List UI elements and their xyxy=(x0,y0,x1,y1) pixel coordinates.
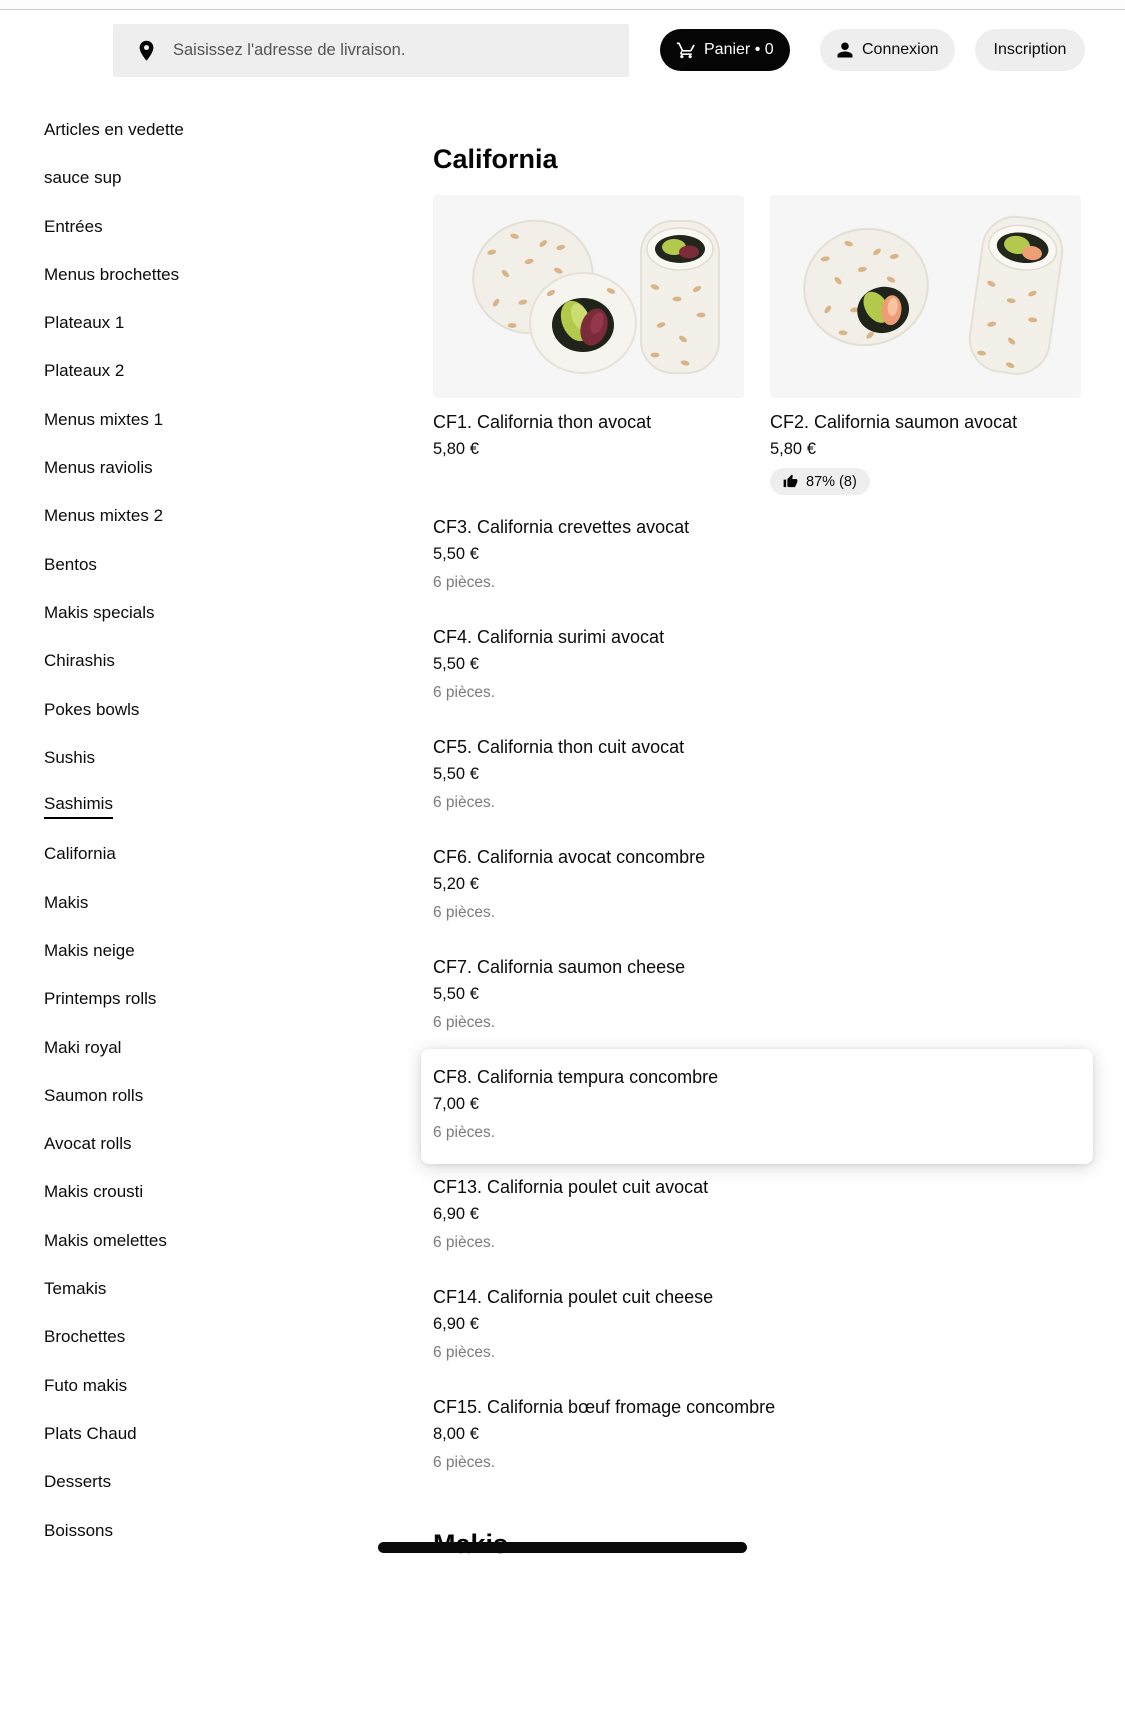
sidebar-category-label[interactable]: Brochettes xyxy=(44,1327,126,1347)
scrollbar-thumb[interactable] xyxy=(378,1542,747,1553)
sidebar-category-label[interactable]: California xyxy=(44,844,116,864)
menu-item-desc: 6 pièces. xyxy=(433,1014,496,1031)
sidebar-category-label[interactable]: Sushis xyxy=(44,747,96,767)
menu-item-price: 5,50 € xyxy=(433,765,479,783)
sidebar-category-label[interactable]: Desserts xyxy=(44,1472,112,1492)
sidebar-category-item[interactable] xyxy=(44,637,394,685)
delivery-address-field[interactable] xyxy=(113,24,629,77)
sidebar-category-label[interactable]: Sashimis xyxy=(44,794,113,819)
menu-item-price: 8,00 € xyxy=(433,1425,479,1443)
menu-item-price: 5,20 € xyxy=(433,875,479,893)
cart-button[interactable] xyxy=(660,29,790,71)
sidebar-category-item[interactable] xyxy=(44,203,394,251)
product-price: 5,80 € xyxy=(770,440,816,458)
sidebar-category-label[interactable]: Pokes bowls xyxy=(44,699,140,719)
sidebar-category-item[interactable] xyxy=(44,1410,394,1458)
menu-item-title: CF13. California poulet cuit avocat xyxy=(433,1177,709,1197)
menu-item-title: CF7. California saumon cheese xyxy=(433,957,686,977)
location-pin-icon xyxy=(138,40,155,62)
sidebar-category-item[interactable] xyxy=(44,975,394,1023)
sidebar-category-item[interactable] xyxy=(44,686,394,734)
menu-item-desc: 6 pièces. xyxy=(433,1344,496,1361)
top-divider xyxy=(0,0,1125,10)
menu-item-price: 7,00 € xyxy=(433,1095,479,1113)
sidebar-category-label[interactable]: Temakis xyxy=(44,1279,107,1299)
product-card-cf1[interactable] xyxy=(433,195,744,459)
sidebar-category-label[interactable]: Menus raviolis xyxy=(44,458,153,478)
sidebar-category-label[interactable]: Articles en vedette xyxy=(44,119,184,139)
sidebar-category-item[interactable] xyxy=(44,734,394,782)
menu-item-desc: 6 pièces. xyxy=(433,1454,496,1471)
sidebar-category-item[interactable] xyxy=(44,1265,394,1313)
menu-item-desc: 6 pièces. xyxy=(433,794,496,811)
sidebar-category-item[interactable] xyxy=(44,1313,394,1361)
signup-button-label: Inscription xyxy=(993,41,1067,58)
sidebar-category-label[interactable]: Menus brochettes xyxy=(44,264,180,284)
sidebar-category-label[interactable]: Makis omelettes xyxy=(44,1230,167,1250)
sidebar-category-item[interactable] xyxy=(44,492,394,540)
sidebar-category-item[interactable] xyxy=(44,782,394,830)
sidebar-category-item[interactable] xyxy=(44,879,394,927)
menu-item-title: CF15. California bœuf fromage concombre xyxy=(433,1397,776,1417)
menu-item[interactable] xyxy=(433,846,1013,922)
sidebar-category-item[interactable] xyxy=(44,1072,394,1120)
search-address-input[interactable] xyxy=(173,24,629,77)
sidebar-category-label[interactable]: Plateaux 2 xyxy=(44,361,125,381)
sidebar-category-item[interactable] xyxy=(44,347,394,395)
sidebar-category-item[interactable] xyxy=(44,541,394,589)
product-image-california-thon xyxy=(433,195,744,398)
product-price: 5,80 € xyxy=(433,440,479,458)
sidebar-category-label[interactable]: Menus mixtes 1 xyxy=(44,409,164,429)
sidebar-category-item[interactable] xyxy=(44,1362,394,1410)
sidebar-category-label[interactable]: Saumon rolls xyxy=(44,1085,144,1105)
sidebar-category-item[interactable] xyxy=(44,589,394,637)
sidebar-category-item[interactable] xyxy=(44,1169,394,1217)
menu-item-title: CF3. California crevettes avocat xyxy=(433,517,690,537)
sidebar-category-label[interactable]: Maki royal xyxy=(44,1037,122,1057)
sidebar-category-item[interactable] xyxy=(44,1024,394,1072)
sidebar-category-label[interactable]: Futo makis xyxy=(44,1375,128,1395)
menu-item-title: CF14. California poulet cuit cheese xyxy=(433,1287,714,1307)
sidebar-category-label[interactable]: Chirashis xyxy=(44,651,115,671)
menu-item-desc: 6 pièces. xyxy=(433,1124,496,1141)
sidebar-category-label[interactable]: Plateaux 1 xyxy=(44,313,125,333)
sidebar-category-item[interactable] xyxy=(44,154,394,202)
menu-item-price: 5,50 € xyxy=(433,985,479,1003)
sidebar-category-item[interactable] xyxy=(44,927,394,975)
menu-item[interactable] xyxy=(433,1286,1013,1362)
sidebar-category-item[interactable] xyxy=(44,1458,394,1506)
menu-item[interactable] xyxy=(433,956,1013,1032)
sidebar-category-label[interactable]: Makis xyxy=(44,892,89,912)
person-icon xyxy=(836,41,854,59)
sidebar-category-label[interactable]: Makis neige xyxy=(44,941,135,960)
login-button[interactable] xyxy=(820,29,955,71)
sidebar-category-label[interactable]: Entrées xyxy=(44,216,103,236)
sidebar-category-item[interactable] xyxy=(44,299,394,347)
sidebar-category-label[interactable]: Menus mixtes 2 xyxy=(44,506,164,526)
product-card-cf2[interactable] xyxy=(770,195,1081,495)
category-sidebar xyxy=(44,106,394,1555)
menu-item[interactable] xyxy=(433,736,1013,812)
sidebar-category-label[interactable]: sauce sup xyxy=(44,168,122,188)
thumbs-up-icon xyxy=(783,474,798,489)
menu-item-price: 6,90 € xyxy=(433,1205,479,1223)
rating-badge xyxy=(770,468,870,495)
sidebar-category-item[interactable] xyxy=(44,106,394,154)
sidebar-category-item[interactable] xyxy=(44,1217,394,1265)
menu-item-desc: 6 pièces. xyxy=(433,684,496,701)
menu-item-desc: 6 pièces. xyxy=(433,574,496,591)
sidebar-category-label[interactable]: Avocat rolls xyxy=(44,1134,132,1154)
sidebar-category-item[interactable] xyxy=(44,1507,394,1555)
menu-item-price: 6,90 € xyxy=(433,1315,479,1333)
sidebar-category-label[interactable]: Makis specials xyxy=(44,602,155,622)
signup-button[interactable] xyxy=(975,29,1085,71)
sidebar-category-label[interactable]: Plats Chaud xyxy=(44,1423,137,1443)
menu-item[interactable] xyxy=(433,516,1013,592)
cart-icon xyxy=(676,40,696,60)
login-button-label: Connexion xyxy=(862,41,939,58)
product-title: CF2. California saumon avocat xyxy=(770,412,1018,432)
menu-item[interactable] xyxy=(433,1176,1013,1252)
sidebar-category-label[interactable]: Printemps rolls xyxy=(44,989,157,1009)
sidebar-category-item[interactable] xyxy=(44,396,394,444)
product-title: CF1. California thon avocat xyxy=(433,412,652,432)
menu-item-desc: 6 pièces. xyxy=(433,904,496,921)
sidebar-category-item[interactable] xyxy=(44,444,394,492)
menu-item-title: CF4. California surimi avocat xyxy=(433,627,665,647)
sidebar-category-item[interactable] xyxy=(44,1120,394,1168)
menu-item[interactable] xyxy=(433,1396,1013,1472)
menu-item[interactable] xyxy=(433,626,1013,702)
menu-item-title: CF8. California tempura concombre xyxy=(433,1067,719,1087)
product-image-california-saumon xyxy=(770,195,1081,398)
rating-value: 87% (8) xyxy=(806,473,857,490)
cart-button-label: Panier • 0 xyxy=(704,41,774,58)
menu-item-desc: 6 pièces. xyxy=(433,1234,496,1251)
sidebar-category-label[interactable]: Boissons xyxy=(44,1520,113,1540)
menu-item[interactable] xyxy=(421,1049,1093,1164)
menu-item-price: 5,50 € xyxy=(433,545,479,563)
menu-item-title: CF6. California avocat concombre xyxy=(433,847,706,867)
sidebar-category-item[interactable] xyxy=(44,830,394,878)
sidebar-category-label[interactable]: Makis crousti xyxy=(44,1182,144,1202)
sidebar-category-label[interactable]: Bentos xyxy=(44,554,97,574)
menu-item-title: CF5. California thon cuit avocat xyxy=(433,737,685,757)
menu-item-price: 5,50 € xyxy=(433,655,479,673)
section-title-california: California xyxy=(433,144,558,174)
sidebar-category-item[interactable] xyxy=(44,251,394,299)
